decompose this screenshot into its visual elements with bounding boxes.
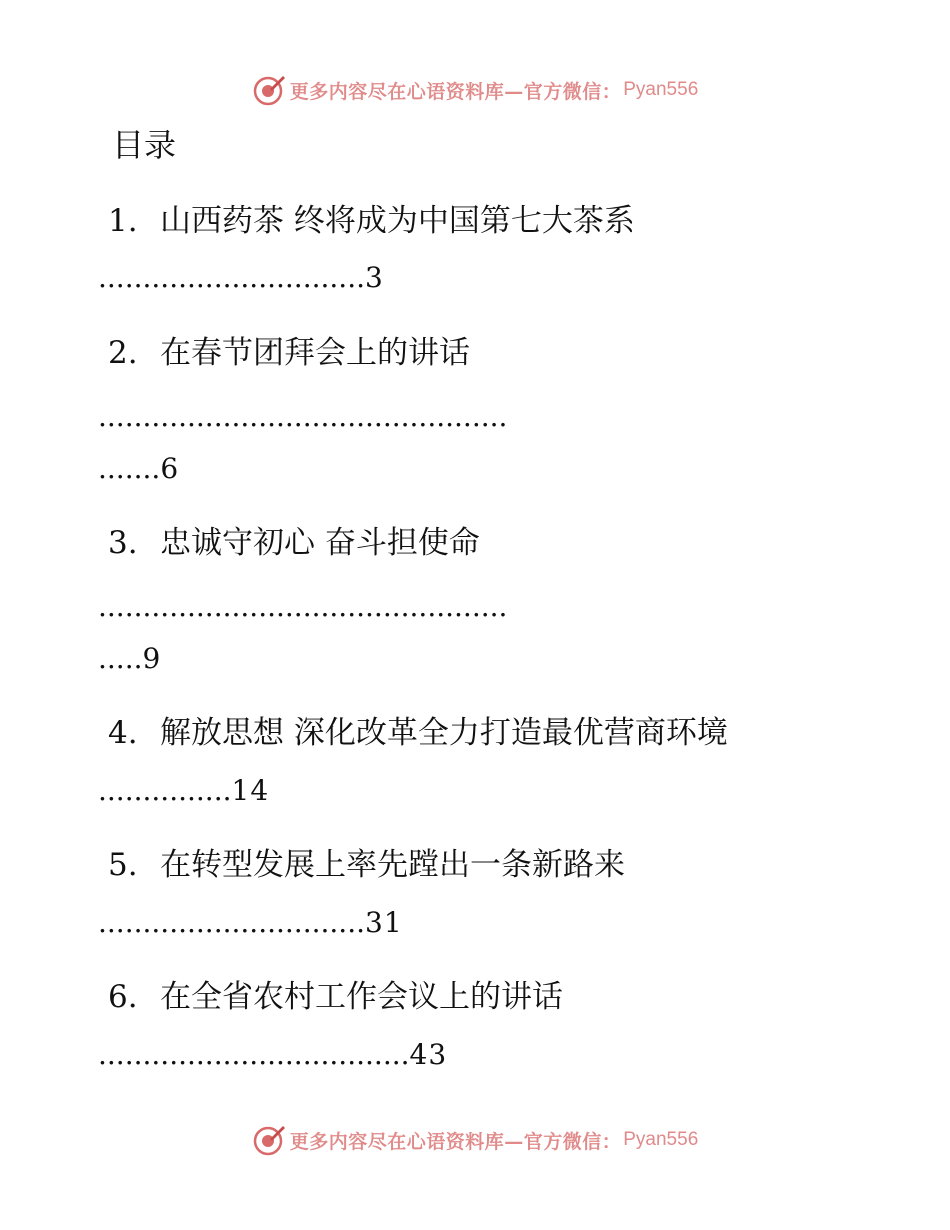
toc-entry-number: 6.: [108, 979, 138, 1015]
toc-leader-dots: ..............................: [98, 906, 366, 939]
watermark-banner-bottom: [0, 1120, 950, 1160]
toc-leader-line: [98, 253, 858, 303]
toc-entry-title: [108, 328, 470, 378]
toc-entry-number: 2.: [108, 335, 138, 371]
toc-leader-dots: ...............: [98, 774, 232, 807]
toc-page-number: 31: [365, 906, 403, 939]
watermark-text: 更多内容尽在心语资料库—官方微信：: [289, 1130, 622, 1153]
toc-leader-dots: .......: [98, 452, 161, 485]
toc-page-number: 6: [160, 452, 180, 485]
watermark-wechat-id: Pyan556: [623, 1129, 699, 1150]
toc-entry-text: 山西药茶 终将成为中国第七大茶系: [160, 203, 635, 239]
toc-leader-dots: ..............................................: [98, 400, 508, 433]
toc-leader-dots: ..............................: [98, 261, 366, 294]
toc-entry-title: [108, 972, 563, 1022]
toc-page-number: 43: [409, 1038, 448, 1071]
toc-leader-line: [98, 392, 858, 442]
toc-leader-line: [98, 582, 858, 632]
toc-entry-text: 解放思想 深化改革全力打造最优营商环境: [160, 715, 728, 751]
watermark-banner-top: [0, 70, 950, 110]
toc-entry-number: 4.: [108, 715, 138, 751]
toc-page-number: 3: [365, 261, 384, 294]
toc-leader-line: [98, 766, 858, 816]
toc-entry-title: [108, 518, 480, 568]
toc-entry-title: [108, 840, 625, 890]
toc-leader-line: [98, 898, 858, 948]
toc-leader-dots: .....: [98, 642, 143, 675]
toc-entry-text: 在春节团拜会上的讲话: [160, 335, 470, 371]
toc-entry-number: 5.: [108, 847, 138, 883]
toc-heading: 目录: [112, 126, 177, 164]
toc-page-number: 14: [231, 774, 270, 807]
toc-leader-dots: ..............................................: [98, 590, 508, 623]
toc-entry-title: [108, 708, 728, 758]
pen-logo-icon: [252, 73, 286, 107]
toc-page-number: 9: [142, 642, 162, 675]
toc-entry-title: [108, 196, 635, 246]
watermark-text: 更多内容尽在心语资料库—官方微信：: [289, 80, 622, 103]
toc-entry-text: 在全省农村工作会议上的讲话: [160, 979, 563, 1015]
toc-entry-number: 3.: [108, 525, 138, 561]
toc-leader-line: [98, 444, 858, 494]
toc-entry-text: 在转型发展上率先蹚出一条新路来: [160, 847, 625, 883]
toc-entry-text: 忠诚守初心 奋斗担使命: [160, 525, 480, 561]
toc-entry-number: 1.: [108, 203, 138, 239]
toc-leader-line: [98, 1030, 858, 1080]
toc-leader-dots: ...................................: [98, 1038, 410, 1071]
toc-leader-line: [98, 634, 858, 684]
pen-logo-icon: [252, 1123, 286, 1157]
watermark-wechat-id: Pyan556: [623, 79, 699, 100]
